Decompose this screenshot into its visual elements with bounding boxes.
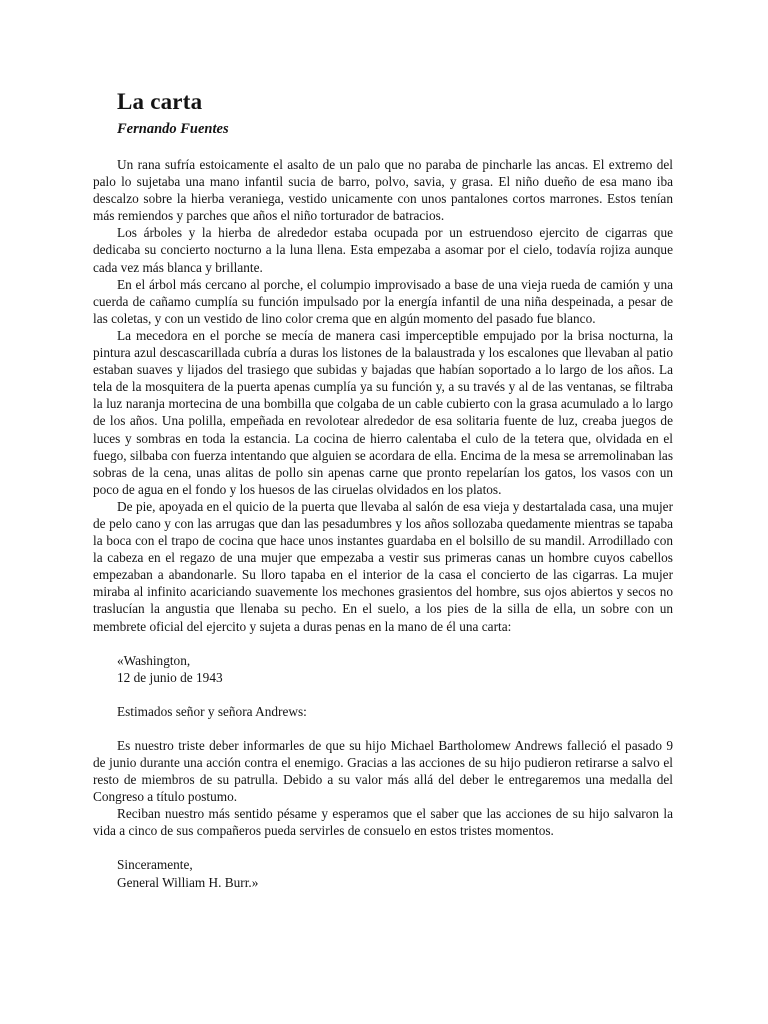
paragraph-3: En el árbol más cercano al porche, el columpio improvisado a base de una vieja rueda de camión y una cuerda de cañamo cumplía su función impulsado por la energía infantil de una niña despeinada, a pesar de las coletas, y con un vestido de lino color crema que en algún momento del pasado fue blanco. [93, 276, 673, 326]
letter-signoff [93, 856, 673, 890]
letter-paragraph-2: Reciban nuestro más sentido pésame y esperamos que el saber que las acciones de su hijo salvaron la vida a cinco de sus compañeros pueda servirles de consuelo en estos tristes momentos. [93, 806, 673, 839]
spacer [93, 839, 673, 856]
paragraph-5: De pie, apoyada en el quicio de la puerta que llevaba al salón de esa vieja y destartalada casa, una mujer de pelo cano y con las arrugas que dan las pesadumbres y los años sollozaba quedamente mientras se tapaba la boca con el trapo de cocina que hace unos instantes guardaba en el bolsillo de su mandil. Arrodillado con la cabeza en el regazo de una mujer que empezaba a vestir sus primeras canas un hombre cuyos cabellos empezaban a abandonarle. Su lloro tapaba en el interior de la casa el concierto de las cigarras. La mujer miraba al infinito acariciando suavemente los mechones grasientos del hombre, sus ojos abiertos y secos no traslucían la angustia que llenaba su pecho. En el suelo, a los pies de la silla de ella, un sobre con un membrete oficial del ejercito y sujeta a duras penas en la mano de él una carta: [93, 498, 673, 634]
story-title: La carta [117, 89, 203, 114]
letter-date: 12 de junio de 1943 [117, 669, 223, 685]
paragraph-1: Un rana sufría estoicamente el asalto de un palo que no paraba de pincharle las ancas. El extremo del palo lo sujetaba una mano infantil sucia de barro, polvo, savia, y grasa. El niño dueño de esa mano iba descalzo sobre la hierba veraniega, vestido unicamente con unos pantalones cortos marrones. Estos tenían más remiendos y parches que años el niño torturador de batracios. [93, 157, 673, 224]
letter-closing: Sinceramente, [117, 857, 193, 873]
paragraph-2: Los árboles y la hierba de alrededor estaba ocupada por un estruendoso ejercito de cigarras que dedicaba su concierto nocturno a la luna llena. Esta empezaba a asomar por el cielo, todavía rojiza aunque cada vez más blanca y brillante. [93, 225, 673, 275]
letter-paragraph-1: Es nuestro triste deber informarles de que su hijo Michael Bartholomew Andrews falleció el pasado 9 de junio durante una acción contra el enemigo. Gracias a las acciones de su hijo pudieron retirarse a salvo el resto de miembros de su patrulla. Debido a su valor más allá del deber le entregaremos una medalla del Congreso a título postumo. [93, 737, 673, 805]
story-author: Fernando Fuentes [117, 121, 229, 137]
letter-place: «Washington, [117, 652, 191, 668]
letter-heading [93, 652, 673, 686]
letter-signature: General William H. Burr.» [117, 874, 259, 890]
spacer [93, 686, 673, 703]
letter-salutation: Estimados señor y señora Andrews: [117, 703, 307, 719]
spacer [93, 635, 673, 652]
story-body [93, 156, 673, 891]
paragraph-4: La mecedora en el porche se mecía de manera casi imperceptible empujado por la brisa nocturna, la pintura azul descascarillada cubría a duras los listones de la balaustrada y los escalones que llevaban al patio estaban suaves y lijados del trasiego que subidas y bajadas que habían soportado a lo largo de los años. La tela de la mosquitera de la puerta apenas cumplía ya su función y, a su través y al de las ventanas, se filtraba la luz naranja mortecina de una bombilla que colgaba de un cable cubierto con la grasa acumulado a lo largo de los años. Una polilla, empeñada en revolotear alrededor de esa solitaria fuente de luz, creaba juegos de luces y sombras en toda la estancia. La cocina de hierro calentaba el culo de la tetera que, olvidada en el fuego, silbaba con fuerza intentando que alguien se acordara de ella. Encima de la mesa se arremolinaban las sobras de la cena, unas alitas de pollo sin apenas carne que pronto repelarían los gatos, los vasos con un poco de agua en el fondo y los huesos de las ciruelas olvidados en los platos. [93, 327, 673, 497]
spacer [93, 720, 673, 737]
